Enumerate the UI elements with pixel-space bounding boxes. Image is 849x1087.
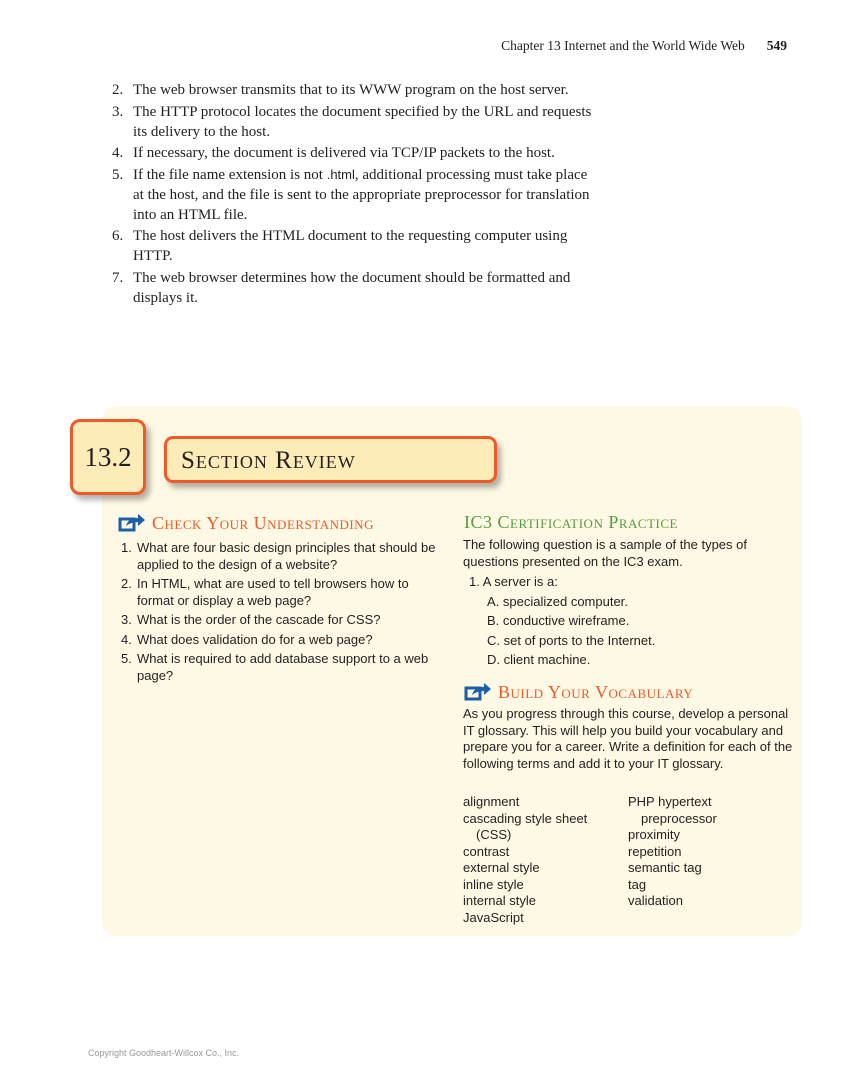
item-number: 4. (112, 145, 124, 161)
share-arrow-icon (464, 681, 492, 701)
vocab-intro: As you progress through this course, develop a personal IT glossary. This will help you build your vocabulary and prepare you for a career. Write a definition for each of the following terms and add it to your IT glossary. (463, 706, 793, 771)
list-item (112, 268, 592, 308)
term: preprocessor (641, 810, 717, 826)
term: validation (628, 893, 683, 908)
answer-option: A. specialized computer. (487, 593, 628, 609)
term: semantic tag (628, 860, 702, 875)
section-review-title: Section Review (164, 436, 497, 483)
item-text: If the file name extension is not (133, 166, 327, 183)
item-text: The web browser determines how the document should be formatted and displays it. (133, 269, 571, 306)
term: cascading style sheet (463, 810, 588, 826)
answer-option: B. conductive wireframe. (487, 613, 630, 628)
item-number: 2. (112, 82, 124, 98)
term: proximity (628, 827, 681, 842)
heading-text: Check Your Understanding (152, 513, 374, 533)
term: contrast (463, 843, 510, 859)
item-text: What does validation do for a web page? (137, 631, 373, 647)
term: alignment (463, 794, 520, 809)
list-item (112, 80, 592, 100)
term: PHP hypertext (628, 794, 712, 809)
list-item (117, 632, 445, 649)
answer-option: C. set of ports to the Internet. (487, 632, 656, 648)
item-text: The web browser transmits that to its WWW program on the host server. (133, 82, 569, 98)
list-item (112, 102, 592, 142)
ic3-intro: The following question is a sample of the types of questions presented on the IC3 exam. (463, 537, 747, 569)
item-number: 1. (121, 540, 132, 555)
vocab-heading (464, 681, 693, 703)
terms-column (463, 794, 628, 926)
share-arrow-icon (118, 512, 146, 532)
list-item (117, 651, 445, 684)
section-number: 13.2 (70, 419, 146, 495)
item-text: In HTML, what are used to tell browsers how to format or display a web page? (137, 576, 409, 608)
item-text: The HTTP protocol locates the document specified by the URL and requests its delivery to the host. (133, 103, 592, 140)
term: tag (628, 876, 647, 892)
item-text: What is required to add database support to a web page? (137, 651, 429, 683)
copyright: Copyright Goodheart-Willcox Co., Inc. (88, 1048, 240, 1058)
check-heading (118, 512, 374, 534)
process-steps (112, 80, 592, 309)
term: repetition (628, 843, 682, 859)
list-item (117, 576, 445, 609)
list-item (112, 165, 592, 225)
list-item (112, 143, 592, 163)
list-item (112, 226, 592, 266)
item-text: What are four basic design principles that should be applied to the design of a website? (137, 540, 436, 572)
code-text: .html (326, 166, 355, 182)
answer-option: D. client machine. (487, 652, 591, 667)
chapter-title: Chapter 13 Internet and the World Wide Web (501, 38, 745, 53)
list-item (117, 612, 445, 629)
page-number: 549 (766, 38, 787, 53)
ic3-practice (463, 537, 793, 669)
term: external style (463, 860, 540, 875)
vocab-terms (463, 794, 793, 926)
item-text: If necessary, the document is delivered via TCP/IP packets to the host. (133, 145, 555, 161)
item-number: 2. (121, 576, 132, 591)
running-head (501, 38, 787, 54)
term: inline style (463, 876, 524, 892)
check-questions (117, 540, 445, 687)
ic3-heading: IC3 Certification Practice (464, 512, 678, 532)
list-item (117, 540, 445, 573)
item-text: , additional processing must take place at the host, and the file is sent to the appropriate preprocessor for translation into an HTML file. (133, 166, 590, 223)
item-number: 3. (112, 103, 124, 120)
item-text: The host delivers the HTML document to the requesting computer using HTTP. (133, 228, 568, 264)
term: (CSS) (476, 827, 512, 842)
term: internal style (463, 893, 536, 908)
item-number: 4. (121, 631, 132, 647)
item-number: 5. (112, 166, 124, 183)
ic3-question: 1. A server is a: (469, 574, 558, 589)
heading-text: Build Your Vocabulary (498, 682, 694, 702)
term: JavaScript (463, 909, 524, 925)
terms-column (628, 794, 793, 926)
item-number: 6. (112, 228, 124, 244)
item-number: 7. (112, 269, 124, 286)
item-number: 3. (121, 612, 132, 627)
item-text: What is the order of the cascade for CSS? (137, 612, 381, 627)
item-number: 5. (121, 651, 132, 666)
